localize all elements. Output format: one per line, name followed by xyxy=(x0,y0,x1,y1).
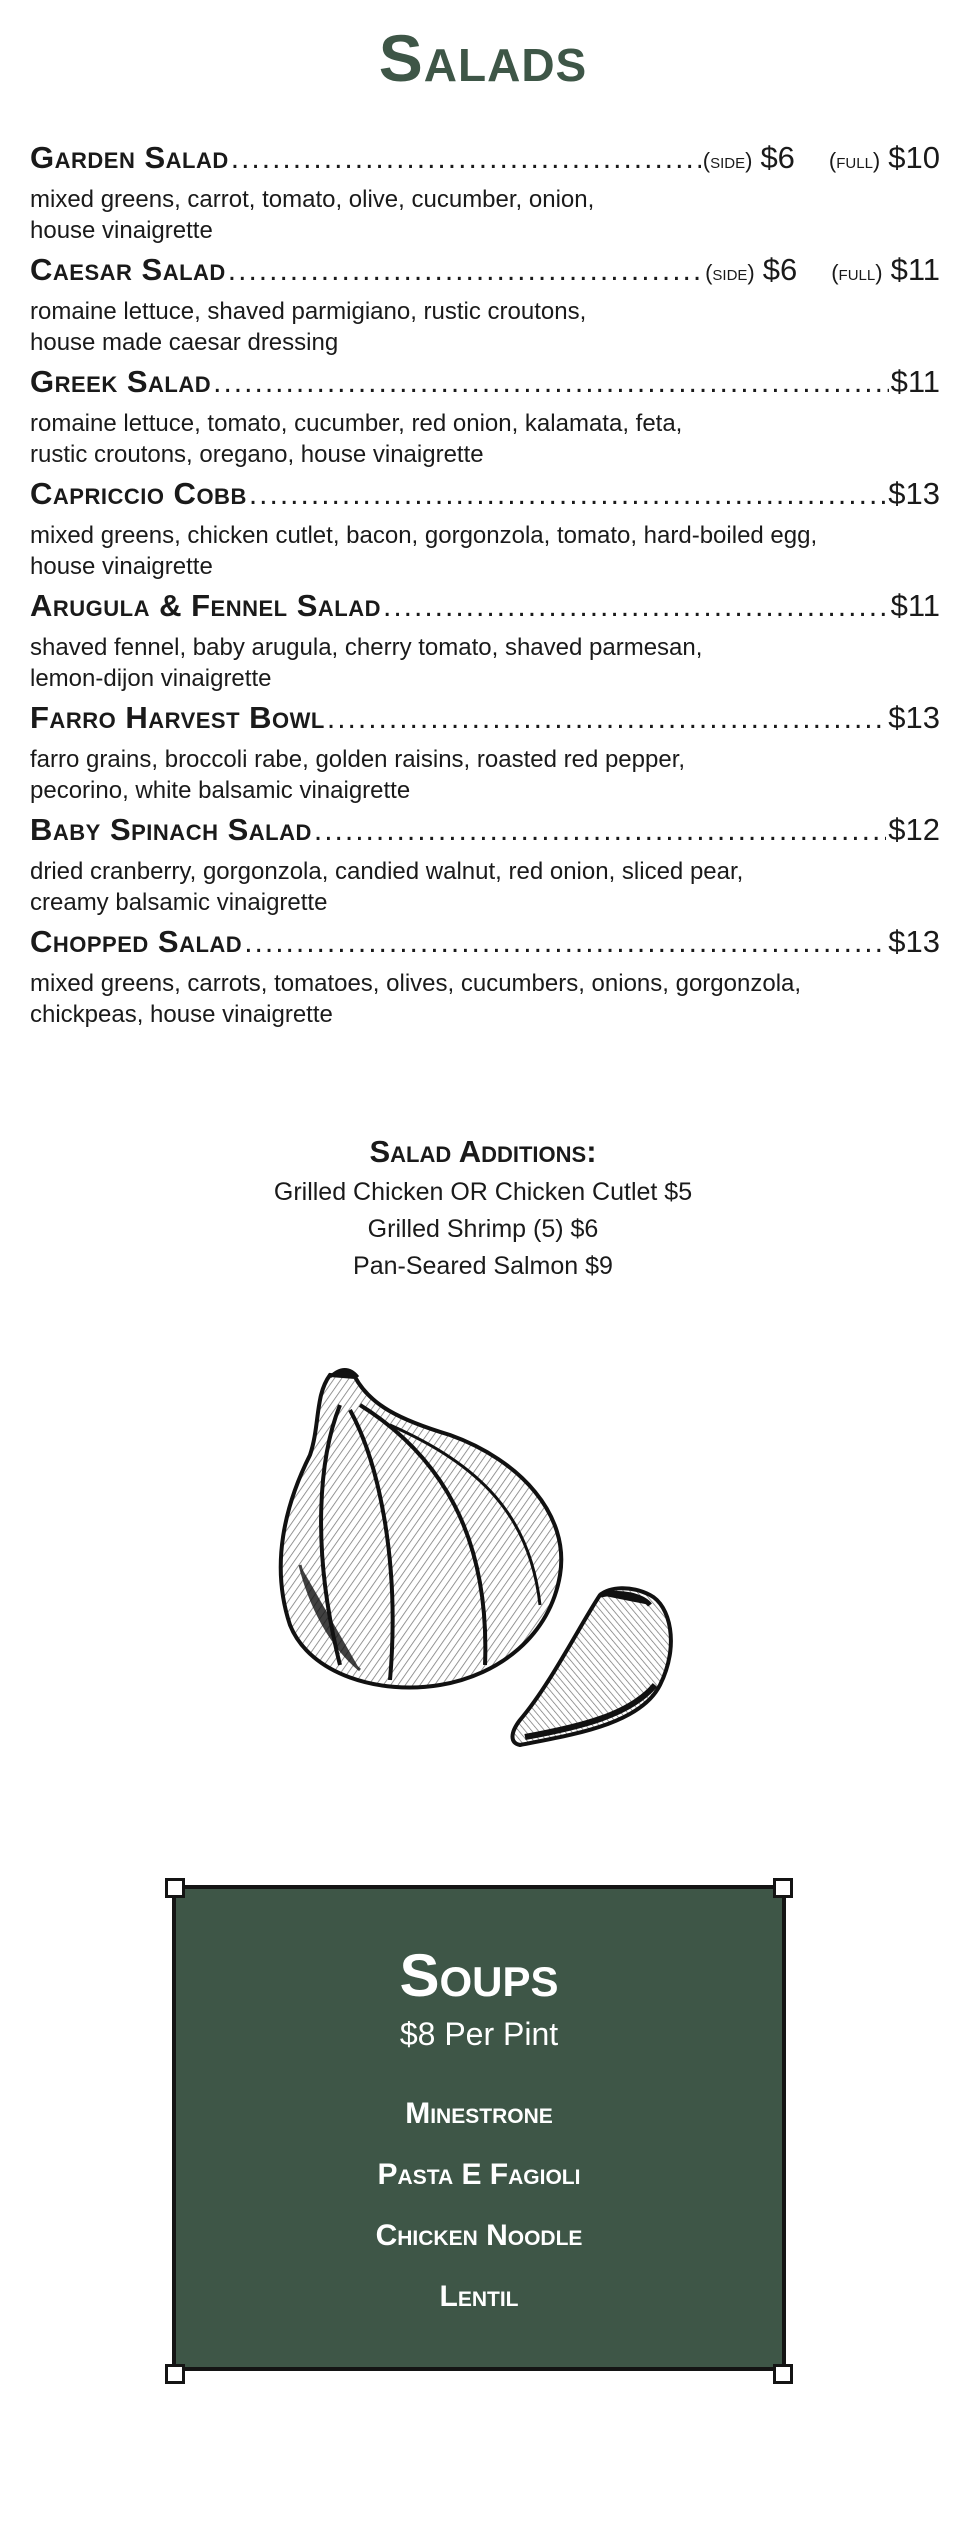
menu-item-greek-salad xyxy=(30,364,940,476)
additions-title: Salad Additions: xyxy=(369,1134,597,1169)
description-line: shaved fennel, baby arugula, cherry tomato, shaved parmesan, xyxy=(30,634,703,661)
item-price: $13 xyxy=(888,924,940,959)
addition-item: Grilled Shrimp (5) $6 xyxy=(367,1215,599,1243)
full-label: (full) xyxy=(831,260,883,285)
dot-leader xyxy=(249,478,886,512)
side-price: $6 xyxy=(760,140,795,175)
item-description xyxy=(30,408,940,470)
addition-item: Pan-Seared Salmon $9 xyxy=(353,1252,613,1280)
dot-leader xyxy=(231,142,701,176)
soups-title: Soups xyxy=(399,1942,559,2009)
menu-item-capriccio-cobb xyxy=(30,476,940,588)
item-description xyxy=(30,856,940,918)
corner-ornament xyxy=(773,2364,793,2384)
item-name: Baby Spinach Salad xyxy=(30,812,312,847)
item-price xyxy=(703,140,940,176)
item-description xyxy=(30,184,940,246)
item-description xyxy=(30,296,940,358)
menu-item-baby-spinach-salad xyxy=(30,812,940,924)
item-price: $11 xyxy=(890,364,940,399)
item-name: Greek Salad xyxy=(30,364,212,399)
dot-leader xyxy=(327,702,886,736)
description-line: mixed greens, carrots, tomatoes, olives, cucumbers, onions, gorgonzola, xyxy=(30,970,802,997)
description-line: house made caesar dressing xyxy=(30,329,339,356)
description-line: romaine lettuce, tomato, cucumber, red onion, kalamata, feta, xyxy=(30,410,683,437)
item-description xyxy=(30,744,940,806)
soups-list xyxy=(176,2083,782,2327)
menu-item-arugula-fennel-salad xyxy=(30,588,940,700)
item-name: Caesar Salad xyxy=(30,252,226,287)
soups-panel xyxy=(172,1885,786,2371)
corner-ornament xyxy=(773,1878,793,1898)
full-price: $10 xyxy=(888,140,940,175)
menu-item-farro-harvest-bowl xyxy=(30,700,940,812)
description-line: mixed greens, carrot, tomato, olive, cucumber, onion, xyxy=(30,186,595,213)
corner-ornament xyxy=(165,2364,185,2384)
description-line: pecorino, white balsamic vinaigrette xyxy=(30,777,411,804)
description-line: house vinaigrette xyxy=(30,217,213,244)
dot-leader xyxy=(244,926,886,960)
description-line: farro grains, broccoli rabe, golden raisins, roasted red pepper, xyxy=(30,746,686,773)
dot-leader xyxy=(213,366,888,400)
description-line: lemon-dijon vinaigrette xyxy=(30,665,272,692)
garlic-icon xyxy=(270,1365,710,1765)
item-name: Arugula & Fennel Salad xyxy=(30,588,381,623)
item-price xyxy=(705,252,940,288)
full-label: (full) xyxy=(828,148,881,173)
description-line: chickpeas, house vinaigrette xyxy=(30,1001,333,1028)
description-line: creamy balsamic vinaigrette xyxy=(30,889,328,916)
page-title: Salads xyxy=(378,21,588,95)
description-line: rustic croutons, oregano, house vinaigrette xyxy=(30,441,484,468)
soups-price: $8 Per Pint xyxy=(399,2016,559,2052)
salad-menu-list xyxy=(30,140,940,1036)
dot-leader xyxy=(314,814,886,848)
corner-ornament xyxy=(165,1878,185,1898)
description-line: mixed greens, chicken cutlet, bacon, gorgonzola, tomato, hard-boiled egg, xyxy=(30,522,818,549)
menu-item-garden-salad xyxy=(30,140,940,252)
menu-item-chopped-salad xyxy=(30,924,940,1036)
addition-item: Grilled Chicken OR Chicken Cutlet $5 xyxy=(273,1178,693,1206)
soup-item: Minestrone xyxy=(405,2097,553,2130)
item-price: $13 xyxy=(888,476,940,511)
soup-item: Pasta E Fagioli xyxy=(377,2158,581,2191)
soup-item: Chicken Noodle xyxy=(375,2219,583,2252)
item-name: Capriccio Cobb xyxy=(30,476,247,511)
item-name: Farro Harvest Bowl xyxy=(30,700,325,735)
item-price: $13 xyxy=(888,700,940,735)
item-name: Chopped Salad xyxy=(30,924,243,959)
item-name: Garden Salad xyxy=(30,140,229,175)
side-label: (side) xyxy=(705,260,755,285)
item-description xyxy=(30,520,940,582)
menu-item-caesar-salad xyxy=(30,252,940,364)
description-line: dried cranberry, gorgonzola, candied walnut, red onion, sliced pear, xyxy=(30,858,744,885)
dot-leader xyxy=(228,254,703,288)
dot-leader xyxy=(383,590,889,624)
description-line: house vinaigrette xyxy=(30,553,213,580)
salad-additions xyxy=(0,1134,966,1285)
description-line: romaine lettuce, shaved parmigiano, rustic croutons, xyxy=(30,298,587,325)
side-price: $6 xyxy=(762,252,798,287)
item-description xyxy=(30,968,940,1030)
item-description xyxy=(30,632,940,694)
item-price: $11 xyxy=(890,588,940,623)
full-price: $11 xyxy=(890,252,940,287)
item-price: $12 xyxy=(888,812,940,847)
soup-item: Lentil xyxy=(439,2280,519,2313)
side-label: (side) xyxy=(702,148,753,173)
